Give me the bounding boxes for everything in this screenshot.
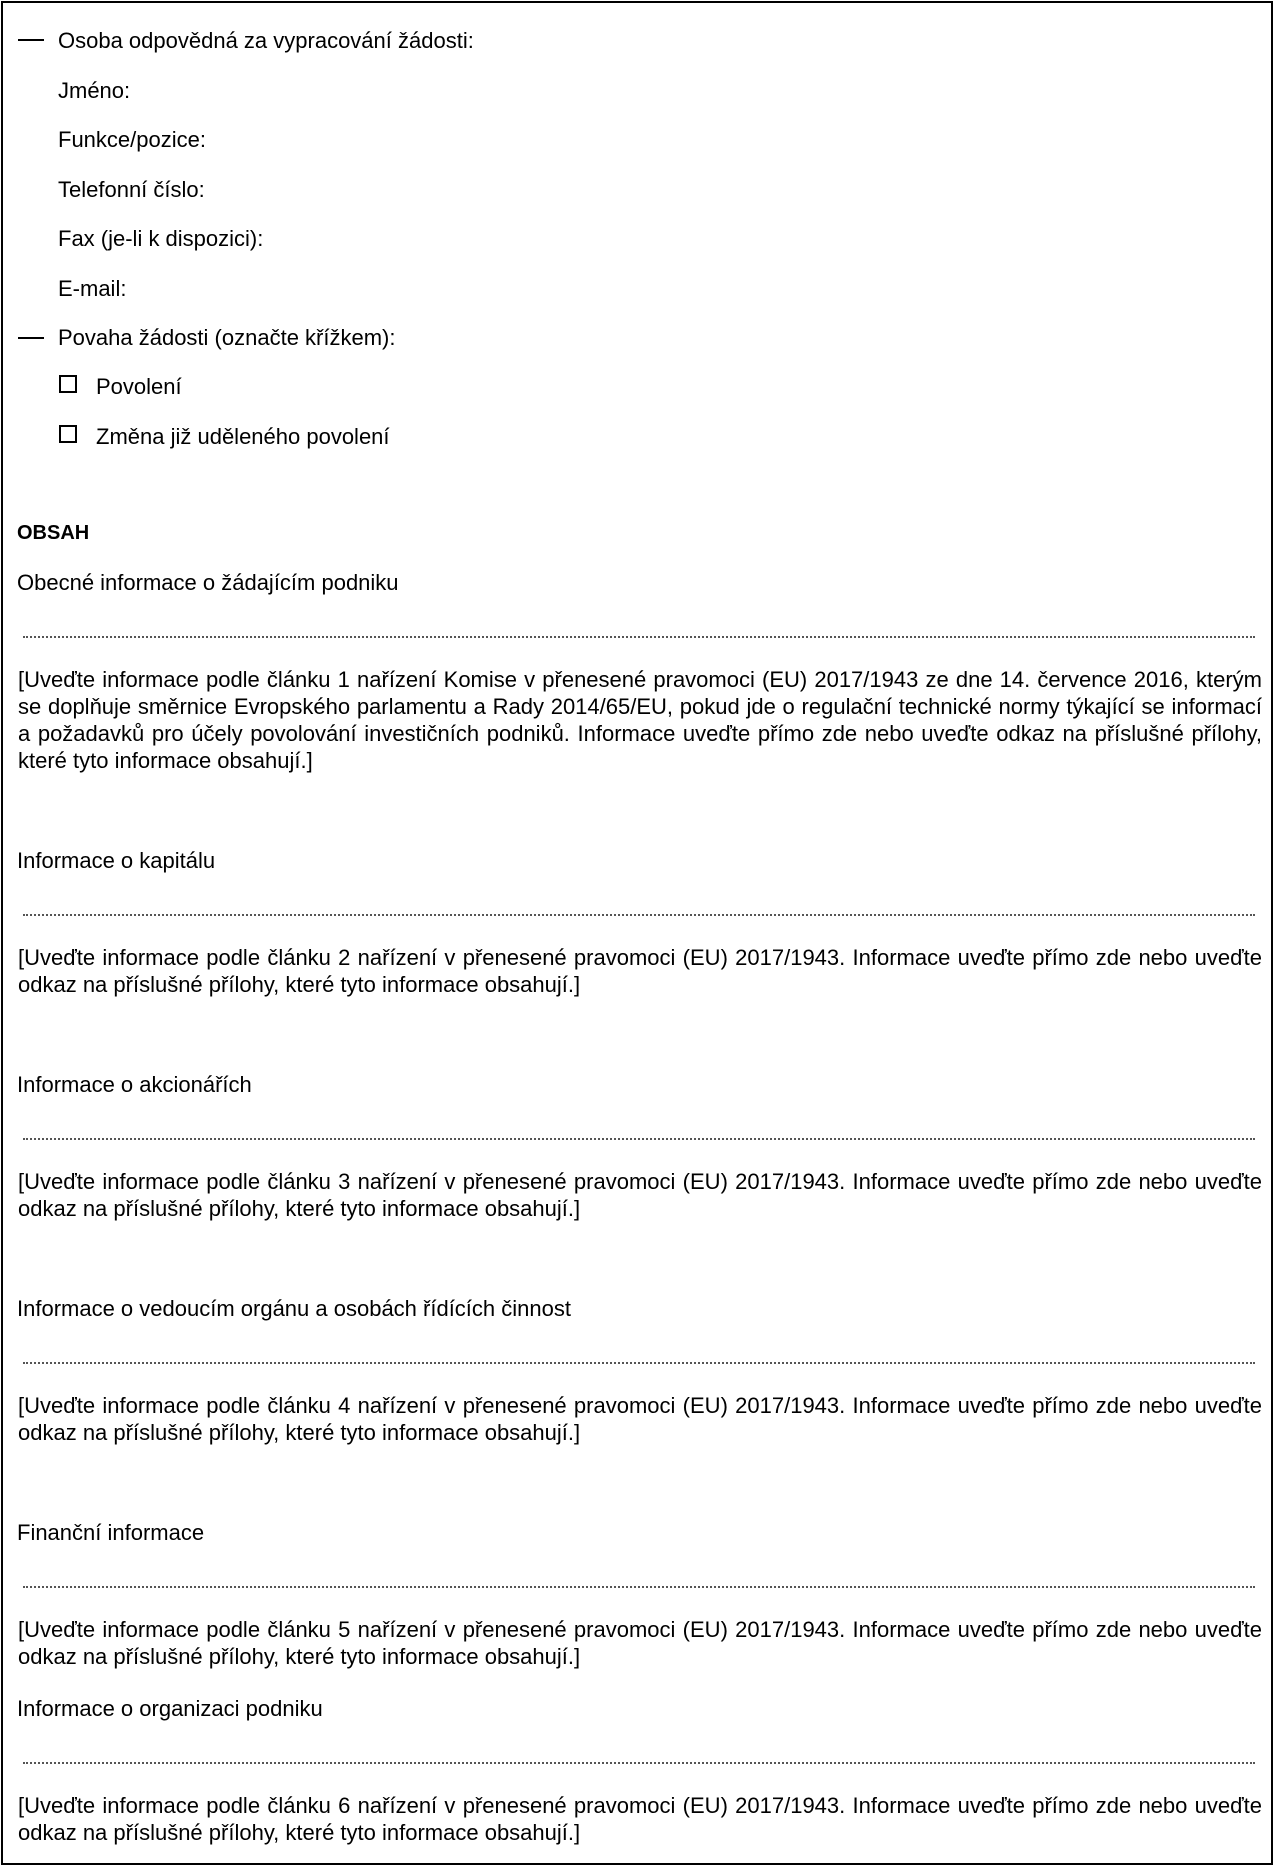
fill-in-line[interactable] [23,1138,1255,1140]
fill-in-line[interactable] [23,1586,1255,1588]
section-instruction-organisation: [Uveďte informace podle článku 6 nařízení v přenesené pravomoci (EU) 2017/1943. Informace uveďte přímo zde nebo uveďte odkaz na příslušné přílohy, které tyto informace obsahují.] [18,1793,1262,1845]
content-heading: OBSAH [17,522,90,544]
section-instruction-general: [Uveďte informace podle článku 1 nařízení Komise v přenesené pravomoci (EU) 2017/1943 ze dne 14. července 2016, kterým se doplňuje směrnice Evropského parlamentu a Rady 2014/65/EU, pokud jde o regulační technické normy týkající se informací a požadavků pro účely povolování investičních podniků. Informace uveďte přímo zde nebo uveďte odkaz na příslušné přílohy, které tyto informace obsahují.] [18,667,1262,773]
section-instruction-shareholders: [Uveďte informace podle článku 3 nařízení v přenesené pravomoci (EU) 2017/1943. Informace uveďte přímo zde nebo uveďte odkaz na příslušné přílohy, které tyto informace obsahují.] [18,1169,1262,1221]
section-title-general: Obecné informace o žádajícím podniku [17,570,399,595]
section-title-shareholders: Informace o akcionářích [17,1072,252,1097]
request-type-heading: Povaha žádosti (označte křížkem): [58,325,396,350]
section-title-financial: Finanční informace [17,1520,205,1545]
fill-in-line[interactable] [23,914,1255,916]
document-frame [1,1,1273,1865]
fill-in-line[interactable] [23,1362,1255,1364]
section-instruction-capital: [Uveďte informace podle článku 2 nařízení v přenesené pravomoci (EU) 2017/1943. Informace uveďte přímo zde nebo uveďte odkaz na příslušné přílohy, které tyto informace obsahují.] [18,945,1262,997]
field-name-label[interactable]: Jméno: [58,78,131,103]
dash-bullet [18,337,44,339]
dash-bullet [18,39,44,41]
section-title-organisation: Informace o organizaci podniku [17,1696,323,1721]
field-email-label[interactable]: E-mail: [58,276,127,301]
field-position-label[interactable]: Funkce/pozice: [58,127,206,152]
checkbox-authorisation[interactable] [59,375,77,393]
section-title-management: Informace o vedoucím orgánu a osobách řídících činnost [17,1296,571,1321]
option-amendment-label: Změna již uděleného povolení [96,424,390,449]
fill-in-line[interactable] [23,1762,1255,1764]
checkbox-amendment[interactable] [59,425,77,443]
contact-heading: Osoba odpovědná za vypracování žádosti: [58,28,474,53]
section-title-capital: Informace o kapitálu [17,848,216,873]
option-authorisation-label: Povolení [96,374,182,399]
field-fax-label[interactable]: Fax (je-li k dispozici): [58,226,264,251]
section-instruction-financial: [Uveďte informace podle článku 5 nařízení v přenesené pravomoci (EU) 2017/1943. Informace uveďte přímo zde nebo uveďte odkaz na příslušné přílohy, které tyto informace obsahují.] [18,1617,1262,1669]
section-instruction-management: [Uveďte informace podle článku 4 nařízení v přenesené pravomoci (EU) 2017/1943. Informace uveďte přímo zde nebo uveďte odkaz na příslušné přílohy, které tyto informace obsahují.] [18,1393,1262,1445]
fill-in-line[interactable] [23,636,1255,638]
field-phone-label[interactable]: Telefonní číslo: [58,177,205,202]
